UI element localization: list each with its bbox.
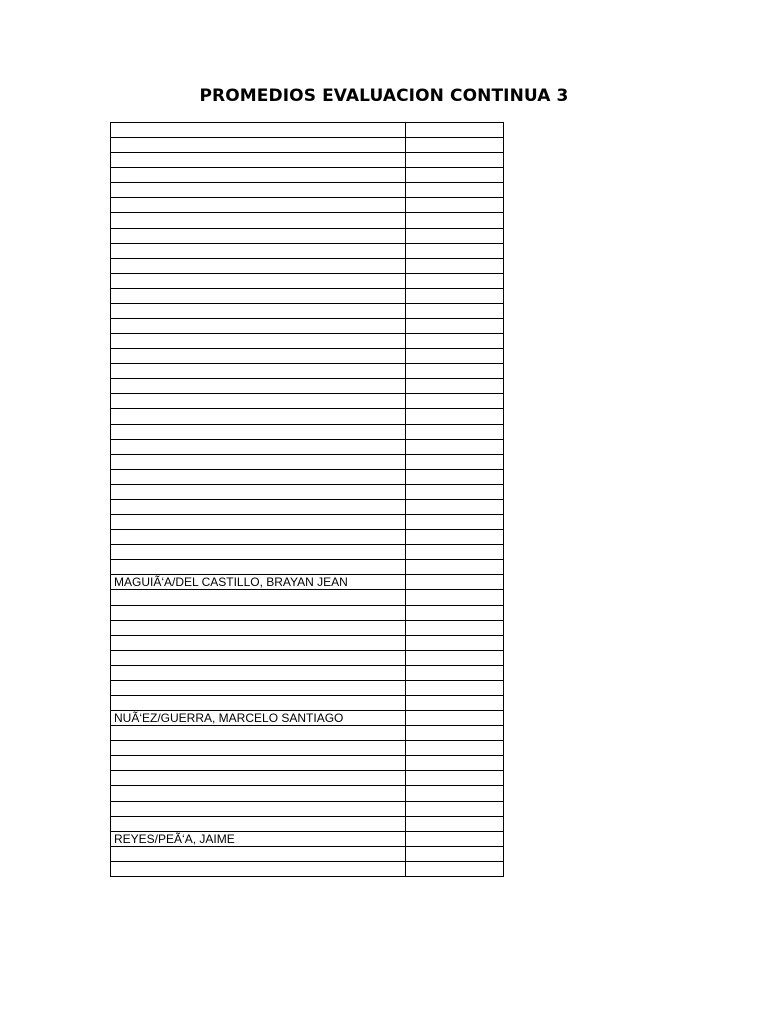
student-name-cell [111,469,406,484]
student-name-cell [111,243,406,258]
grade-cell [406,575,504,590]
student-name-cell [111,123,406,138]
grade-cell [406,861,504,876]
student-name-cell: NUÃ‘EZ/GUERRA, MARCELO SANTIAGO [111,711,406,726]
table-row [111,680,504,695]
table-row [111,183,504,198]
student-name-cell [111,379,406,394]
grade-cell [406,816,504,831]
grade-cell [406,726,504,741]
grade-cell [406,394,504,409]
student-name-cell [111,695,406,710]
student-name-cell [111,741,406,756]
student-name-cell [111,560,406,575]
table-row [111,695,504,710]
student-name-cell [111,786,406,801]
table-row [111,575,504,590]
grade-cell [406,213,504,228]
table-row [111,786,504,801]
table-row [111,379,504,394]
grade-cell [406,198,504,213]
student-name-cell [111,620,406,635]
student-name-cell [111,650,406,665]
grade-cell [406,273,504,288]
grade-cell [406,530,504,545]
student-name-cell [111,635,406,650]
student-name-cell [111,349,406,364]
table-row [111,288,504,303]
student-name-cell [111,605,406,620]
table-row [111,515,504,530]
student-name-cell [111,394,406,409]
grade-cell [406,364,504,379]
student-name-cell [111,273,406,288]
table-row [111,409,504,424]
table-row [111,620,504,635]
table-row [111,831,504,846]
student-name-cell [111,228,406,243]
table-row [111,484,504,499]
grade-cell [406,439,504,454]
student-name-cell [111,499,406,514]
student-name-cell [111,168,406,183]
grades-table [110,122,504,877]
grade-cell [406,846,504,861]
grade-cell [406,665,504,680]
grade-cell [406,499,504,514]
grade-cell [406,228,504,243]
student-name-cell [111,409,406,424]
student-name-cell [111,138,406,153]
table-row [111,168,504,183]
grades-table-body [111,123,504,877]
grade-cell [406,258,504,273]
table-row [111,424,504,439]
student-name-cell [111,590,406,605]
table-row [111,771,504,786]
grade-cell [406,153,504,168]
grade-cell [406,183,504,198]
student-name-cell [111,680,406,695]
grade-cell [406,695,504,710]
table-row [111,228,504,243]
table-row [111,846,504,861]
student-name-cell [111,424,406,439]
student-name-cell [111,213,406,228]
table-row [111,349,504,364]
grade-cell [406,349,504,364]
grade-cell [406,409,504,424]
table-row [111,153,504,168]
student-name-cell [111,771,406,786]
grade-cell [406,379,504,394]
table-row [111,605,504,620]
grade-cell [406,303,504,318]
table-row [111,711,504,726]
student-name-cell [111,439,406,454]
table-row [111,123,504,138]
table-row [111,319,504,334]
table-row [111,530,504,545]
student-name-cell: MAGUIÃ‘A/DEL CASTILLO, BRAYAN JEAN [111,575,406,590]
grade-cell [406,545,504,560]
student-name-cell [111,756,406,771]
grade-cell [406,620,504,635]
table-row [111,590,504,605]
table-row [111,801,504,816]
grade-cell [406,680,504,695]
student-name-cell [111,303,406,318]
grade-cell [406,605,504,620]
grade-cell [406,756,504,771]
student-name-cell [111,198,406,213]
student-name-cell [111,334,406,349]
grade-cell [406,454,504,469]
table-row [111,635,504,650]
grade-cell [406,741,504,756]
student-name-cell [111,545,406,560]
student-name-cell [111,288,406,303]
table-row [111,650,504,665]
student-name-cell [111,816,406,831]
grade-cell [406,334,504,349]
student-name-cell [111,861,406,876]
table-row [111,198,504,213]
grade-cell [406,590,504,605]
grade-cell [406,831,504,846]
table-row [111,334,504,349]
table-row [111,213,504,228]
student-name-cell [111,665,406,680]
table-row [111,469,504,484]
table-row [111,439,504,454]
grade-cell [406,801,504,816]
student-name-cell [111,319,406,334]
grade-cell [406,319,504,334]
student-name-cell [111,726,406,741]
grade-cell [406,424,504,439]
table-row [111,665,504,680]
grade-cell [406,168,504,183]
table-row [111,756,504,771]
grade-cell [406,650,504,665]
grade-cell [406,771,504,786]
table-row [111,138,504,153]
page-title: PROMEDIOS EVALUACION CONTINUA 3 [199,86,569,106]
student-name-cell [111,846,406,861]
grade-cell [406,123,504,138]
table-row [111,258,504,273]
grade-cell [406,635,504,650]
table-row [111,394,504,409]
grade-cell [406,138,504,153]
table-row [111,560,504,575]
student-name-cell [111,454,406,469]
grade-cell [406,243,504,258]
student-name-cell [111,364,406,379]
student-name-cell [111,515,406,530]
table-row [111,741,504,756]
table-row [111,499,504,514]
grade-cell [406,560,504,575]
table-row [111,273,504,288]
table-row [111,816,504,831]
table-row [111,861,504,876]
table-row [111,364,504,379]
table-row [111,454,504,469]
grade-cell [406,786,504,801]
grade-cell [406,515,504,530]
grade-cell [406,711,504,726]
student-name-cell [111,258,406,273]
table-row [111,303,504,318]
student-name-cell [111,153,406,168]
student-name-cell [111,530,406,545]
table-row [111,545,504,560]
student-name-cell [111,801,406,816]
table-row [111,243,504,258]
grade-cell [406,469,504,484]
table-row [111,726,504,741]
grade-cell [406,484,504,499]
student-name-cell [111,183,406,198]
grade-cell [406,288,504,303]
student-name-cell: REYES/PEÃ‘A, JAIME [111,831,406,846]
student-name-cell [111,484,406,499]
